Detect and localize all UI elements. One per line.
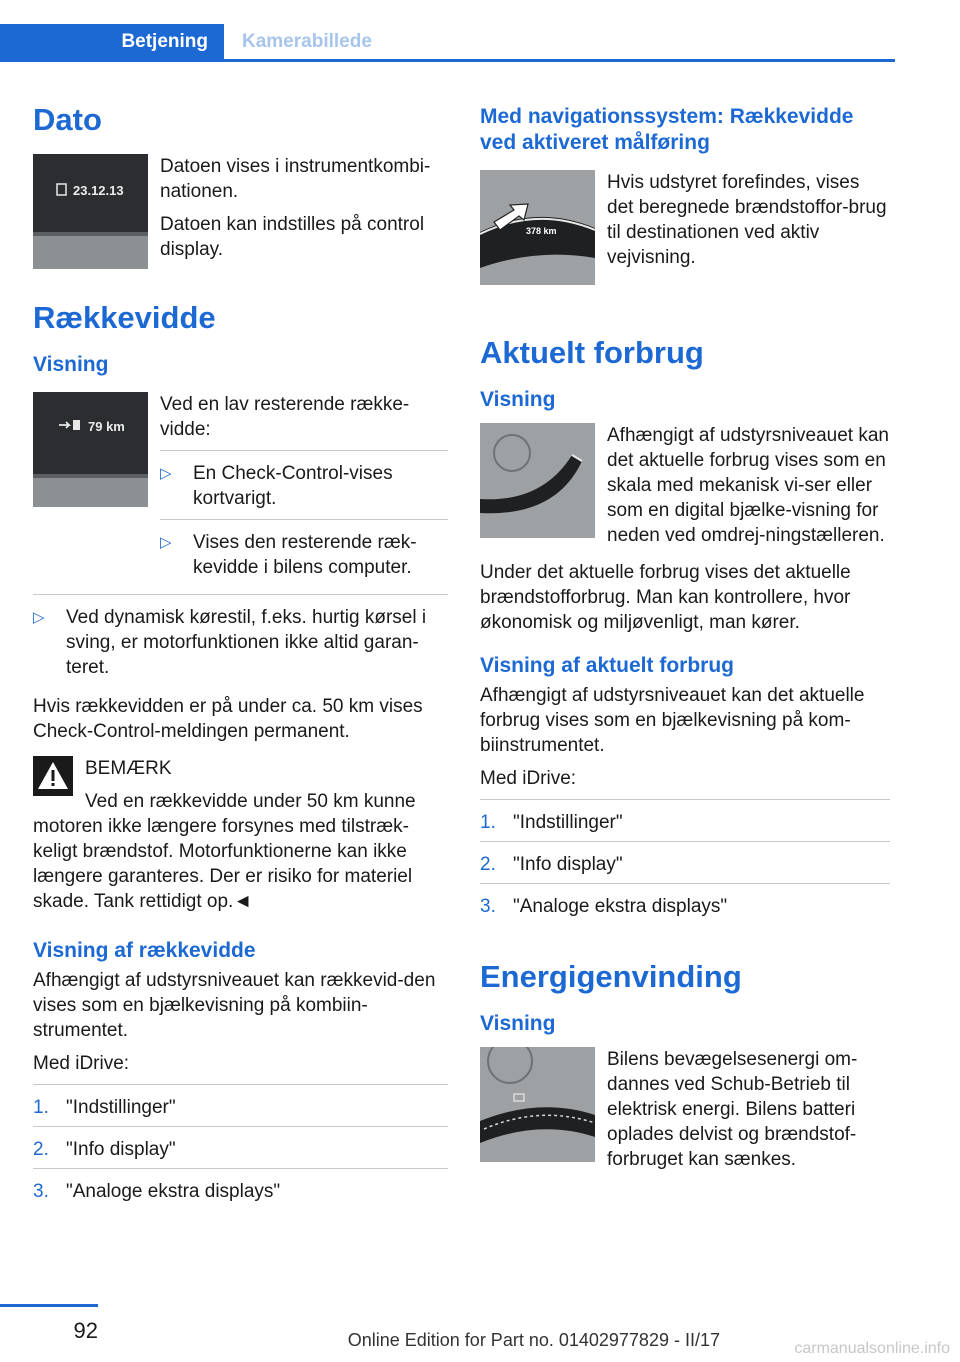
tab-betjening[interactable]: Betjening [0,24,224,60]
page-number: 92 [73,1318,98,1343]
subtitle-navigation: Med navigationssystem: Rækkevidde ved aktiveret målføring [480,105,854,154]
triangle-bullet-icon: ▷ [160,465,172,482]
subtitle-visning: Visning [33,353,109,376]
triangle-bullet-icon: ▷ [160,534,172,551]
edition-text: Online Edition for Part no. 01402977829 - II/17 [347,1330,720,1350]
subtitle-visning-forbrug: Visning [480,388,556,411]
range-bullet-3 [33,605,448,680]
warning-title: BEMÆRK [85,758,172,779]
list-item: 1. "Indstillinger" [480,812,623,833]
warning-text: Ved en rækkevidde under 50 km kunne motoren ikke længere forsynes med tilstræk-keligt brændstof. Motorfunktionerne kan ikke længere garanteres. Der er risiko for materiel skade. Tank rettidigt op.◄ [33,791,416,912]
consumption-gauge-image [480,423,595,538]
range-display-image [33,392,148,507]
idrive-label-right: Med iDrive: [480,768,577,789]
forbrug-text: Afhængigt af udstyrsniveauet kan det aktuelle forbrug vises som en skala med mekanisk vi-ser eller som en digital bjælke-visning for neden ved omdrej-ningstælleren. [607,425,890,546]
left-column [33,102,448,1210]
energi-text: Bilens bevægelsesenergi om-dannes ved Schub-Betrieb til elektrisk energi. Bilens batteri oplades delvist og brændstof-forbruget kan sænkes. [607,1049,858,1170]
list-separator [33,1084,448,1085]
visning-af-text: Afhængigt af udstyrsniveauet kan rækkevid-den vises som en bjælkevisning på kombiin-strumentet. [33,970,436,1041]
warning-triangle-icon [33,756,73,796]
tab-kamerabillede[interactable]: Kamerabillede [242,31,372,52]
right-column [480,104,890,1180]
list-item: 3. "Analoge ekstra displays" [480,896,728,917]
visning-forbrug-text: Afhængigt af udstyrsniveauet kan det aktuelle forbrug vises som en bjælkevisning på kom-biinstrumentet. [480,685,865,756]
subtitle-visning-energi: Visning [480,1012,556,1035]
date-display-image [33,154,148,269]
list-item: 3. "Analoge ekstra displays" [33,1181,281,1202]
list-item: 2. "Info display" [480,854,623,875]
range-paragraph: Hvis rækkevidden er på under ca. 50 km vises Check-Control-meldingen permanent. [33,696,423,742]
energy-recovery-image [480,1047,595,1162]
header-divider [0,59,895,62]
list-separator [33,1126,448,1127]
header-bar [0,0,895,62]
range-bullet-3-text: Ved dynamisk kørestil, f.eks. hurtig kørsel i sving, er motorfunktionen ikke altid garan-teret. [66,607,427,678]
range-bullet-2 [160,530,448,580]
watermark: carmanualsonline.info [794,1340,950,1357]
section-title-dato: Dato [33,102,102,137]
section-title-forbrug: Aktuelt forbrug [480,335,704,370]
forbrug-paragraph: Under det aktuelle forbrug vises det aktuelle brændstofforbrug. Man kan kontrollere, hvor økonomisk og miljøvenligt, man kører. [480,562,851,633]
list-separator [480,883,890,884]
subtitle-visning-af-raekkevidde: Visning af rækkevidde [33,939,256,962]
list-separator [33,1168,448,1169]
navigation-range-image [480,170,595,285]
dato-text-1: Datoen vises i instrumentkombi-nationen. [160,156,431,202]
idrive-steps-left [33,1084,448,1204]
range-intro: Ved en lav resterende række-vidde: [160,394,410,440]
date-display-text: 23.12.13 [73,183,124,198]
range-bullet-2-text: Vises den resterende ræk-kevidde i bilens computer. [193,532,417,578]
navigation-text: Hvis udstyret forefindes, vises det beregnede brændstoffor-brug til destinationen ved aktiv vejvisning. [607,172,887,268]
range-bullet-1 [160,461,448,511]
range-bullet-1-text: En Check-Control-vises kortvarigt. [193,463,393,509]
bullet-separator [160,519,448,520]
triangle-bullet-icon: ▷ [33,609,45,626]
bullet-separator [33,594,448,595]
footer-divider [0,1304,98,1307]
dato-text-2: Datoen kan indstilles på control display. [160,214,425,260]
list-separator [480,841,890,842]
list-separator [480,799,890,800]
idrive-label: Med iDrive: [33,1053,130,1074]
warning-box [33,756,448,914]
section-title-raekkevidde: Rækkevidde [33,300,216,335]
range-display-text: 79 km [88,419,125,434]
subtitle-visning-forbrug-2: Visning af aktuelt forbrug [480,654,734,677]
navigation-range-text: 378 km [526,226,557,236]
idrive-steps-right [480,799,890,919]
bullet-separator [160,450,448,451]
section-title-energi: Energigenvinding [480,959,742,994]
list-item: 1. "Indstillinger" [33,1097,176,1118]
list-item: 2. "Info display" [33,1139,176,1160]
